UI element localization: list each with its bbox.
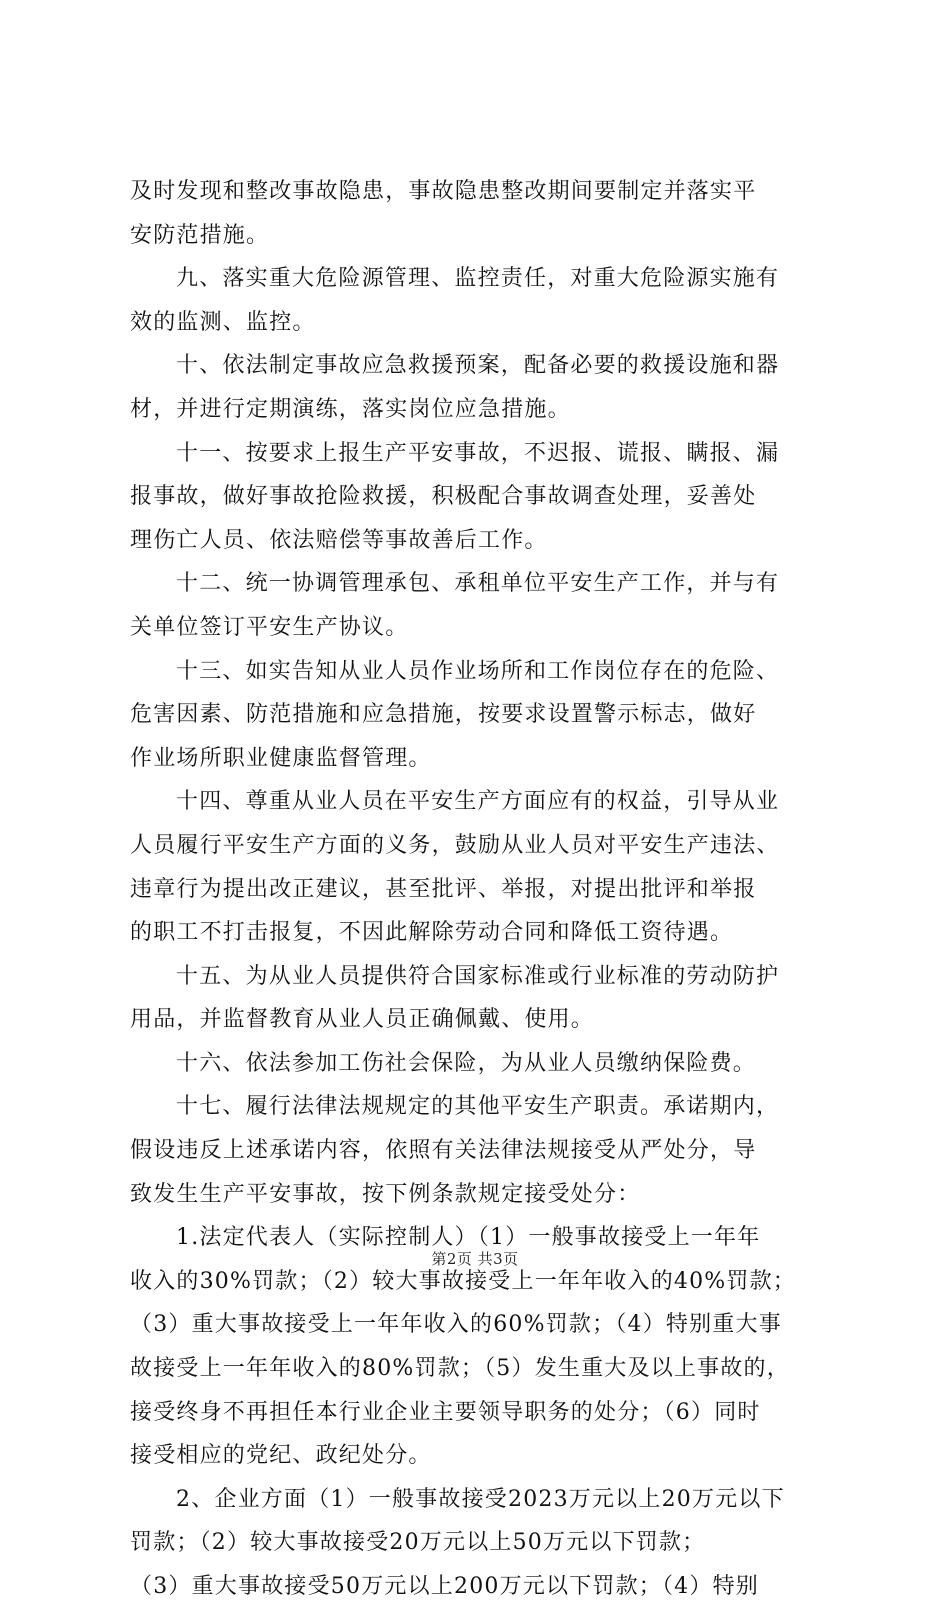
text-line: 九、落实重大危险源管理、监控责任，对重大危险源实施有 xyxy=(176,266,780,292)
text-line: 材，并进行定期演练，落实岗位应急措施。 xyxy=(130,396,571,422)
text-line: 用品，并监督教育从业人员正确佩戴、使用。 xyxy=(130,1007,595,1033)
text-line: 假设违反上述承诺内容，依照有关法律法规接受从严处分，导 xyxy=(130,1138,757,1164)
text-line: 作业场所职业健康监督管理。 xyxy=(130,745,432,771)
text-line: 报事故，做好事故抢险救援，积极配合事故调查处理，妥善处 xyxy=(130,484,757,510)
text-line: 及时发现和整改事故隐患，事故隐患整改期间要制定并落实平 xyxy=(130,179,757,204)
text-line: 十四、尊重从业人员在平安生产方面应有的权益，引导从业 xyxy=(176,789,780,815)
text-line: 危害因素、防范措施和应急措施，按要求设置警示标志，做好 xyxy=(130,702,757,728)
text-line: 接受相应的党纪、政纪处分。 xyxy=(130,1443,432,1469)
text-line: 十六、依法参加工伤社会保险，为从业人员缴纳保险费。 xyxy=(176,1050,757,1076)
page-number-footer: 第2页 共3页 xyxy=(431,1250,519,1268)
text-line: 关单位签订平安生产协议。 xyxy=(130,614,409,640)
text-line: 违章行为提出改正建议，甚至批评、举报，对提出批评和举报 xyxy=(130,876,757,902)
text-line: 十五、为从业人员提供符合国家标准或行业标准的劳动防护 xyxy=(176,963,780,989)
text-line: 十二、统一协调管理承包、承租单位平安生产工作，并与有 xyxy=(176,571,780,597)
document-body xyxy=(130,170,830,1609)
text-line: 收入的30%罚款；（2）较大事故接受上一年年收入的40%罚款； xyxy=(130,1268,796,1294)
text-line: 十一、按要求上报生产平安事故，不迟报、谎报、瞒报、漏 xyxy=(176,440,780,466)
text-line: 十、依法制定事故应急救援预案，配备必要的救援设施和器 xyxy=(176,353,780,379)
text-line: 效的监测、监控。 xyxy=(130,309,316,335)
text-line: 理伤亡人员、依法赔偿等事故善后工作。 xyxy=(130,527,548,553)
text-line: 十七、履行法律法规规定的其他平安生产职责。承诺期内， xyxy=(176,1094,780,1120)
text-line: （3）重大事故接受上一年年收入的60%罚款；（4）特别重大事 xyxy=(130,1312,782,1338)
text-line: 的职工不打击报复，不因此解除劳动合同和降低工资待遇。 xyxy=(130,920,734,946)
text-line: 2、企业方面（1）一般事故接受2023万元以上20万元以下 xyxy=(176,1486,785,1512)
text-line: 1.法定代表人（实际控制人）（1）一般事故接受上一年年 xyxy=(176,1225,761,1251)
text-line: 接受终身不再担任本行业企业主要领导职务的处分；（6）同时 xyxy=(130,1399,761,1425)
text-line: 罚款；（2）较大事故接受20万元以上50万元以下罚款； xyxy=(130,1530,706,1556)
text-line: 故接受上一年年收入的80%罚款；（5）发生重大及以上事故的， xyxy=(130,1356,790,1382)
text-line: 十三、如实告知从业人员作业场所和工作岗位存在的危险、 xyxy=(176,658,780,684)
text-line: 安防范措施。 xyxy=(130,222,270,248)
text-line: （3）重大事故接受50万元以上200万元以下罚款；（4）特别 xyxy=(130,1574,759,1599)
text-line: 人员履行平安生产方面的义务，鼓励从业人员对平安生产违法、 xyxy=(130,832,780,858)
text-line: 致发生生产平安事故，按下例条款规定接受处分： xyxy=(130,1181,641,1207)
